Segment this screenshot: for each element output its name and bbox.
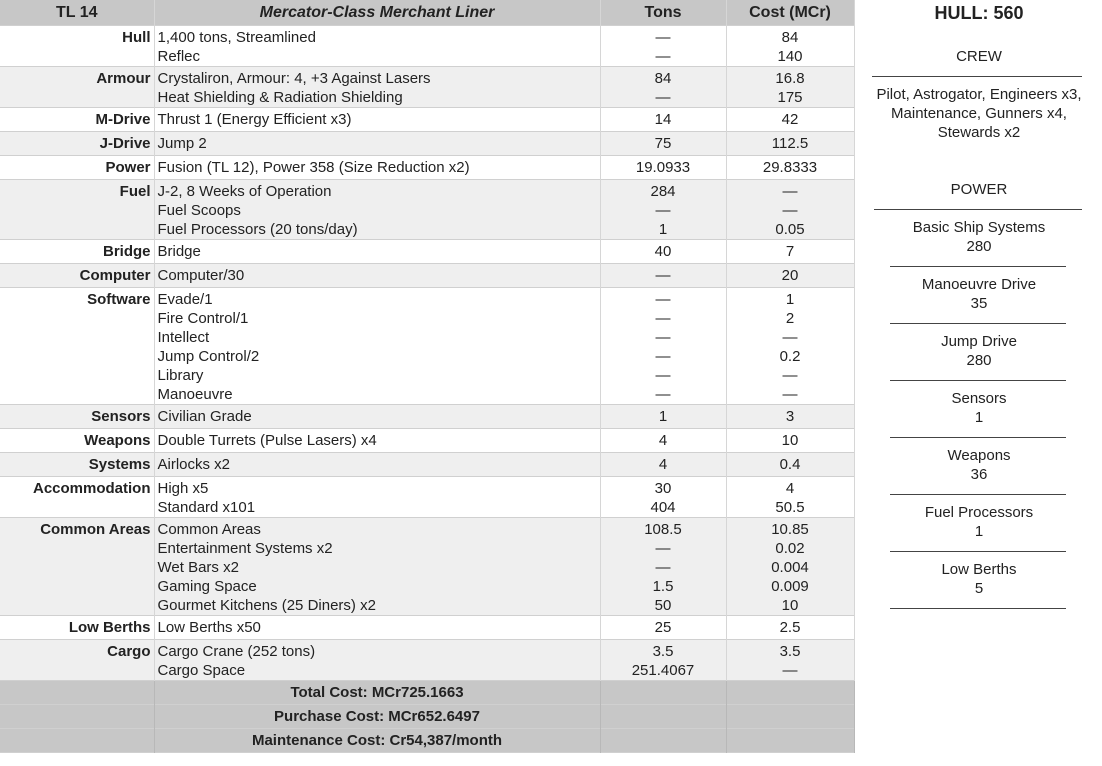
- power-item-name: Fuel Processors: [924, 504, 1034, 521]
- power-item-divider: [890, 551, 1066, 552]
- spec-row: [0, 287, 854, 404]
- row-description: [154, 131, 600, 155]
- row-description: [154, 428, 600, 452]
- power-item-value: 35: [970, 295, 988, 312]
- row-cost-line: 4: [785, 479, 795, 497]
- row-cost: [726, 639, 854, 680]
- row-description-line: 1,400 tons, Streamlined: [157, 28, 316, 46]
- row-tons-line: —: [655, 539, 671, 557]
- row-description-line: Standard x101: [157, 498, 256, 516]
- row-description-line: Manoeuvre: [157, 385, 233, 403]
- tons-header: Tons: [600, 0, 726, 25]
- crew-line: Pilot, Astrogator, Engineers x3,: [876, 86, 1082, 103]
- row-cost-line: 7: [785, 242, 795, 260]
- row-tons-line: —: [655, 290, 671, 308]
- row-cost-line: 2: [785, 309, 795, 327]
- row-cost: [726, 476, 854, 517]
- row-description: [154, 452, 600, 476]
- row-description-line: Cargo Space: [157, 661, 246, 679]
- power-item: [856, 560, 1102, 598]
- row-tons-line: 4: [658, 455, 668, 473]
- row-tons-line: 50: [654, 596, 672, 614]
- row-tons: [600, 179, 726, 239]
- row-description: [154, 239, 600, 263]
- row-description-line: Crystaliron, Armour: 4, +3 Against Lasers: [157, 69, 431, 87]
- row-tons-line: 1: [658, 220, 668, 238]
- ship-title: Mercator-Class Merchant Liner: [154, 0, 600, 25]
- row-tons-line: 4: [658, 431, 668, 449]
- row-label: Weapons: [0, 428, 154, 452]
- row-label: Sensors: [0, 404, 154, 428]
- power-item-value: 280: [966, 352, 992, 369]
- row-tons-line: 84: [654, 69, 672, 87]
- row-description-line: Intellect: [157, 328, 210, 346]
- row-description: [154, 476, 600, 517]
- crew-divider: [872, 76, 1082, 77]
- row-tons-line: 251.4067: [631, 661, 695, 679]
- row-cost-line: 0.009: [771, 577, 809, 595]
- row-tons: [600, 25, 726, 66]
- row-tons: [600, 155, 726, 179]
- header-row: [0, 0, 854, 25]
- row-cost-line: 42: [781, 110, 799, 128]
- row-description-line: Cargo Crane (252 tons): [157, 642, 316, 660]
- row-cost-line: 16.8: [775, 69, 805, 87]
- row-tons-line: —: [655, 347, 671, 365]
- spec-row: [0, 639, 854, 680]
- row-description: [154, 263, 600, 287]
- row-tons: [600, 107, 726, 131]
- row-label: Bridge: [0, 239, 154, 263]
- sidebar: [856, 0, 1102, 766]
- row-description-line: Fuel Processors (20 tons/day): [157, 220, 358, 238]
- row-label: Power: [0, 155, 154, 179]
- row-label: M-Drive: [0, 107, 154, 131]
- row-description-line: Gaming Space: [157, 577, 257, 595]
- power-item-value: 1: [974, 409, 984, 426]
- row-description-line: Double Turrets (Pulse Lasers) x4: [157, 431, 377, 449]
- row-description-line: Jump Control/2: [157, 347, 260, 365]
- power-heading: POWER: [950, 181, 1008, 198]
- row-cost: [726, 155, 854, 179]
- power-item-divider: [890, 380, 1066, 381]
- row-cost-line: 0.4: [779, 455, 801, 473]
- power-item-name: Weapons: [947, 447, 1011, 464]
- row-description: [154, 639, 600, 680]
- spec-row: [0, 263, 854, 287]
- row-tons: [600, 131, 726, 155]
- row-description-line: J-2, 8 Weeks of Operation: [157, 182, 332, 200]
- row-cost: [726, 428, 854, 452]
- row-description: [154, 25, 600, 66]
- power-item-divider: [890, 266, 1066, 267]
- row-label: Low Berths: [0, 615, 154, 639]
- total-cost: Total Cost: MCr725.1663: [154, 680, 600, 704]
- row-tons-line: 75: [654, 134, 672, 152]
- row-tons-line: —: [655, 201, 671, 219]
- crew-line: Stewards x2: [937, 124, 1021, 141]
- row-cost: [726, 404, 854, 428]
- row-tons-line: —: [655, 328, 671, 346]
- row-tons-line: 284: [650, 182, 676, 200]
- row-tons: [600, 66, 726, 107]
- row-tons-line: —: [655, 47, 671, 65]
- row-cost: [726, 263, 854, 287]
- row-cost-line: —: [782, 182, 798, 200]
- row-cost: [726, 452, 854, 476]
- power-item-name: Sensors: [951, 390, 1007, 407]
- row-description: [154, 517, 600, 615]
- row-cost-line: —: [782, 328, 798, 346]
- power-item-name: Basic Ship Systems: [912, 219, 1046, 236]
- row-tons: [600, 287, 726, 404]
- power-item-divider: [890, 608, 1066, 609]
- row-tons: [600, 428, 726, 452]
- row-label: Cargo: [0, 639, 154, 680]
- row-description: [154, 107, 600, 131]
- row-cost-line: 175: [777, 88, 803, 106]
- spec-row: [0, 239, 854, 263]
- row-description-line: Computer/30: [157, 266, 245, 284]
- row-cost-line: 0.02: [775, 539, 805, 557]
- row-cost-line: 10: [781, 596, 799, 614]
- row-cost-line: 10: [781, 431, 799, 449]
- spec-row: [0, 404, 854, 428]
- spec-row: [0, 107, 854, 131]
- row-description: [154, 179, 600, 239]
- power-item: [856, 389, 1102, 427]
- row-tons: [600, 615, 726, 639]
- row-description-line: Thrust 1 (Energy Efficient x3): [157, 110, 352, 128]
- power-item: [856, 275, 1102, 313]
- power-item-name: Manoeuvre Drive: [921, 276, 1037, 293]
- row-tons: [600, 404, 726, 428]
- row-tons-line: 40: [654, 242, 672, 260]
- row-tons-line: 108.5: [644, 520, 682, 538]
- power-divider: [874, 209, 1082, 210]
- row-cost-line: 0.2: [779, 347, 801, 365]
- spec-row: [0, 452, 854, 476]
- power-item-value: 1: [974, 523, 984, 540]
- row-cost-line: —: [782, 366, 798, 384]
- row-description-line: Low Berths x50: [157, 618, 261, 636]
- row-tons-line: 3.5: [652, 642, 674, 660]
- row-cost-line: 140: [777, 47, 803, 65]
- hull-points: HULL: 560: [934, 3, 1024, 23]
- crew-list: [856, 85, 1102, 142]
- row-tons: [600, 517, 726, 615]
- row-description: [154, 615, 600, 639]
- purchase-cost: Purchase Cost: MCr652.6497: [154, 704, 600, 728]
- row-description: [154, 287, 600, 404]
- row-tons: [600, 639, 726, 680]
- power-item: [856, 503, 1102, 541]
- row-cost: [726, 179, 854, 239]
- total-cost-row: [0, 680, 854, 704]
- power-item-value: 5: [974, 580, 984, 597]
- row-cost-line: 3: [785, 407, 795, 425]
- spec-row: [0, 155, 854, 179]
- row-label: J-Drive: [0, 131, 154, 155]
- power-item-value: 280: [966, 238, 992, 255]
- row-cost: [726, 131, 854, 155]
- power-item-value: 36: [970, 466, 988, 483]
- row-tons-line: 30: [654, 479, 672, 497]
- row-cost-line: 112.5: [771, 134, 809, 152]
- row-label: Armour: [0, 66, 154, 107]
- row-tons-line: 14: [654, 110, 672, 128]
- spec-row: [0, 179, 854, 239]
- row-cost-line: —: [782, 201, 798, 219]
- row-cost-line: 0.05: [775, 220, 805, 238]
- purchase-cost-row: [0, 704, 854, 728]
- row-description-line: Heat Shielding & Radiation Shielding: [157, 88, 403, 106]
- row-cost-line: —: [782, 661, 798, 679]
- row-description-line: Fire Control/1: [157, 309, 249, 327]
- row-description-line: Common Areas: [157, 520, 261, 538]
- row-description-line: Fuel Scoops: [157, 201, 241, 219]
- row-description-line: Evade/1: [157, 290, 213, 308]
- crew-heading: CREW: [956, 48, 1002, 65]
- row-tons: [600, 452, 726, 476]
- power-item: [856, 332, 1102, 370]
- row-description-line: Jump 2: [157, 134, 207, 152]
- row-label: Fuel: [0, 179, 154, 239]
- row-description-line: Fusion (TL 12), Power 358 (Size Reduction x2): [157, 158, 470, 176]
- cost-header: Cost (MCr): [726, 0, 854, 25]
- spec-row: [0, 428, 854, 452]
- row-description-line: Reflec: [157, 47, 201, 65]
- maintenance-cost: Maintenance Cost: Cr54,387/month: [154, 728, 600, 752]
- spec-row: [0, 25, 854, 66]
- row-cost: [726, 25, 854, 66]
- row-tons-line: 1.5: [652, 577, 674, 595]
- power-item-name: Low Berths: [941, 561, 1017, 578]
- power-item-divider: [890, 323, 1066, 324]
- tech-level: TL 14: [0, 0, 154, 25]
- maintenance-cost-row: [0, 728, 854, 752]
- row-cost: [726, 615, 854, 639]
- row-cost-line: 20: [781, 266, 799, 284]
- row-description-line: Civilian Grade: [157, 407, 252, 425]
- row-cost: [726, 66, 854, 107]
- row-cost-line: 1: [785, 290, 795, 308]
- row-description: [154, 66, 600, 107]
- spec-row: [0, 517, 854, 615]
- row-label: Systems: [0, 452, 154, 476]
- row-cost-line: —: [782, 385, 798, 403]
- row-tons-line: —: [655, 309, 671, 327]
- row-tons-line: 404: [650, 498, 676, 516]
- row-tons-line: —: [655, 385, 671, 403]
- row-cost-line: 3.5: [779, 642, 801, 660]
- row-cost-line: 50.5: [775, 498, 805, 516]
- row-cost-line: 10.85: [771, 520, 809, 538]
- row-tons-line: 1: [658, 407, 668, 425]
- power-item: [856, 446, 1102, 484]
- row-tons-line: —: [655, 366, 671, 384]
- row-label: Hull: [0, 25, 154, 66]
- row-tons: [600, 239, 726, 263]
- row-description: [154, 404, 600, 428]
- row-tons: [600, 476, 726, 517]
- row-label: Software: [0, 287, 154, 404]
- crew-line: Maintenance, Gunners x4,: [891, 105, 1067, 122]
- row-description: [154, 155, 600, 179]
- spec-row: [0, 615, 854, 639]
- power-item: [856, 218, 1102, 256]
- row-cost: [726, 107, 854, 131]
- row-description-line: Library: [157, 366, 204, 384]
- row-description-line: High x5: [157, 479, 209, 497]
- spec-row: [0, 476, 854, 517]
- row-tons-line: —: [655, 558, 671, 576]
- spec-row: [0, 66, 854, 107]
- row-cost-line: 2.5: [779, 618, 801, 636]
- row-tons-line: 25: [654, 618, 672, 636]
- row-description-line: Bridge: [157, 242, 201, 260]
- row-tons-line: —: [655, 266, 671, 284]
- row-cost-line: 84: [781, 28, 799, 46]
- row-cost-line: 0.004: [771, 558, 809, 576]
- row-cost: [726, 287, 854, 404]
- spec-row: [0, 131, 854, 155]
- row-label: Accommodation: [0, 476, 154, 517]
- row-label: Common Areas: [0, 517, 154, 615]
- row-description-line: Wet Bars x2: [157, 558, 239, 576]
- row-tons-line: —: [655, 28, 671, 46]
- row-cost: [726, 239, 854, 263]
- power-item-divider: [890, 494, 1066, 495]
- row-description-line: Entertainment Systems x2: [157, 539, 333, 557]
- row-label: Computer: [0, 263, 154, 287]
- power-item-name: Jump Drive: [941, 333, 1017, 350]
- row-cost-line: 29.8333: [762, 158, 818, 176]
- row-description-line: Airlocks x2: [157, 455, 231, 473]
- power-item-divider: [890, 437, 1066, 438]
- row-tons: [600, 263, 726, 287]
- row-description-line: Gourmet Kitchens (25 Diners) x2: [157, 596, 376, 614]
- row-tons-line: 19.0933: [635, 158, 691, 176]
- row-cost: [726, 517, 854, 615]
- row-tons-line: —: [655, 88, 671, 106]
